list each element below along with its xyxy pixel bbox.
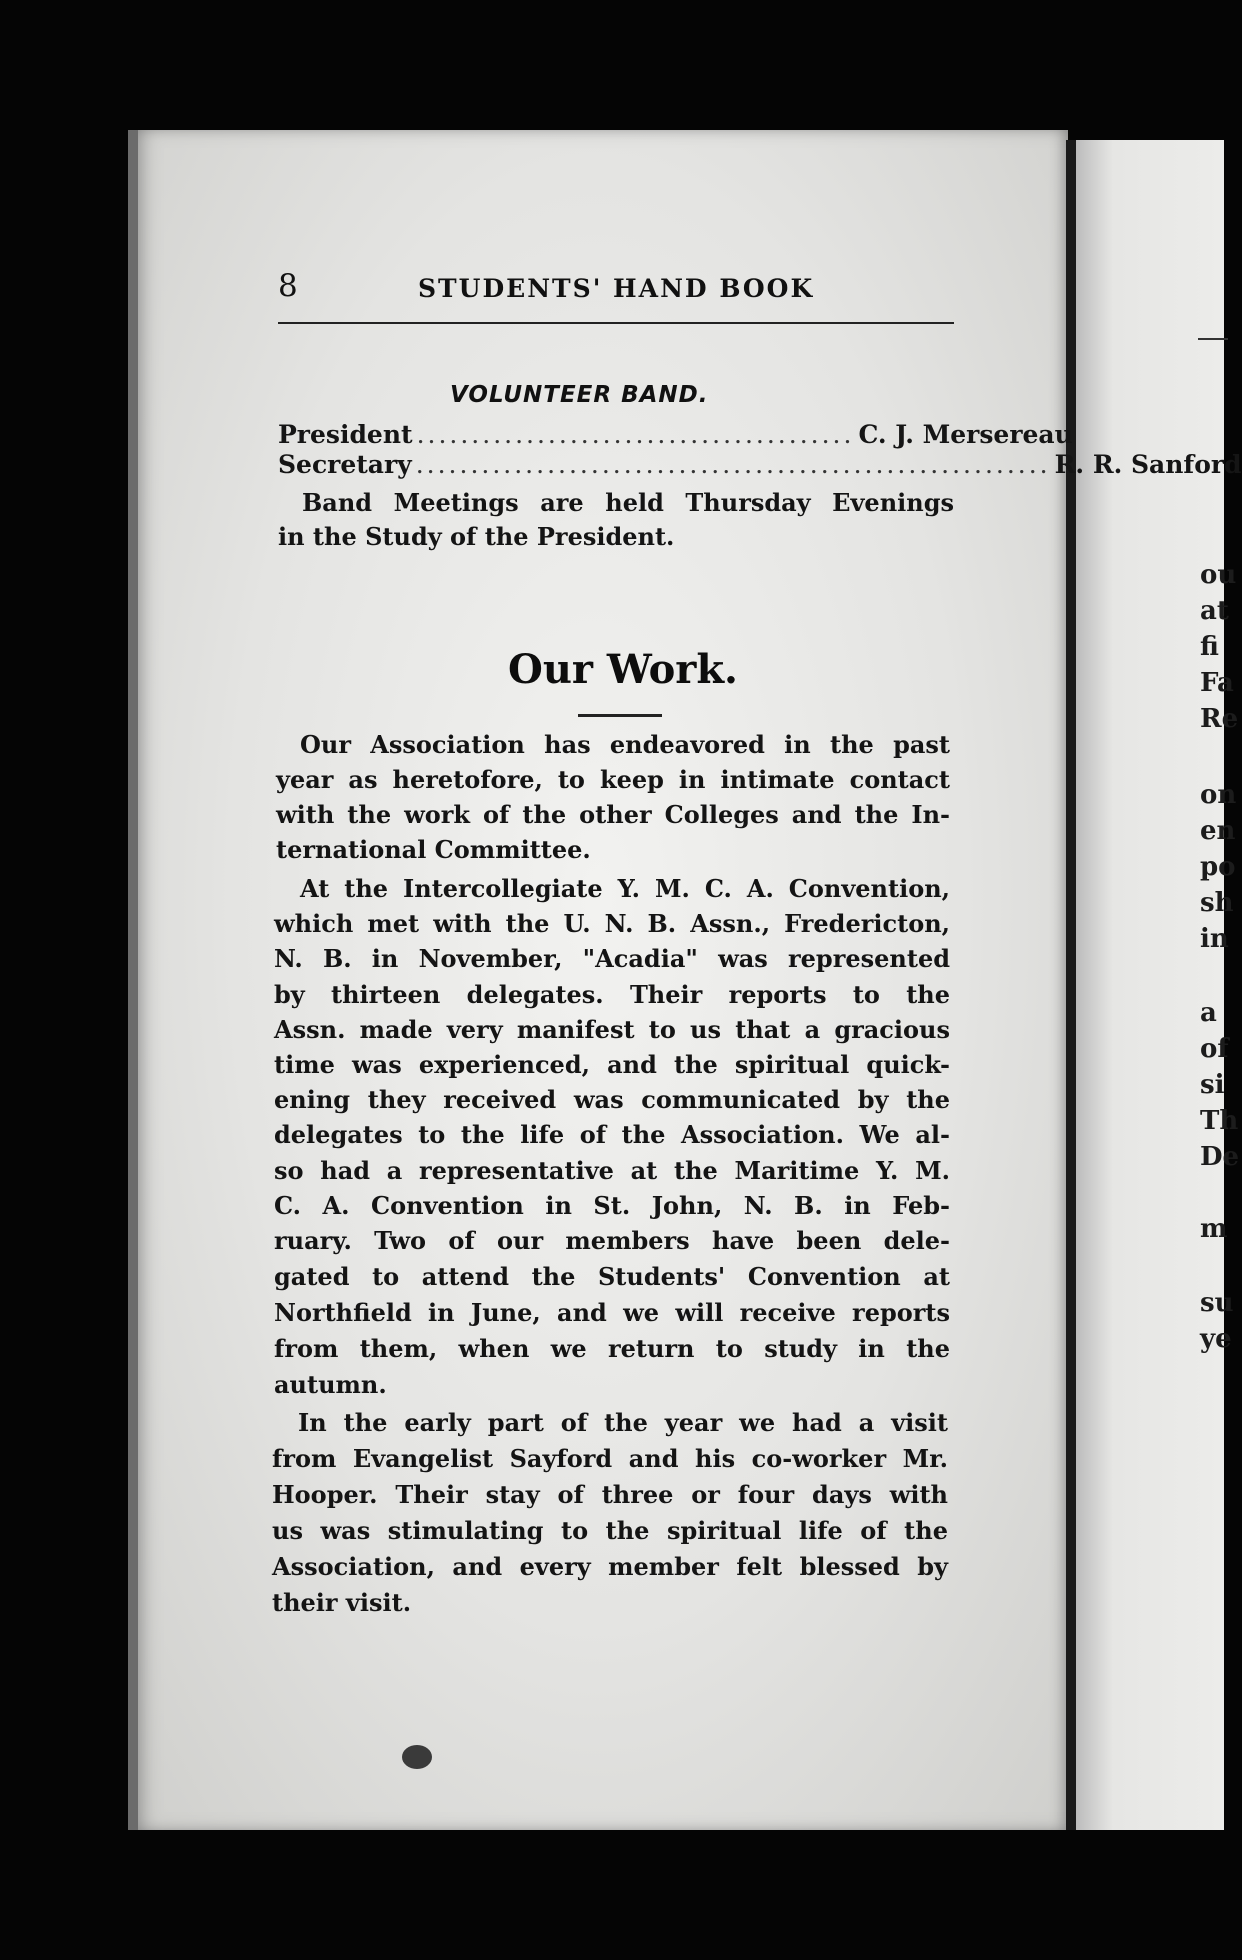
running-head: STUDENTS' HAND BOOK [418, 274, 815, 303]
facing-page-fragment: ou [1200, 560, 1237, 590]
body-line: N. B. in November, "Acadia" was represented [274, 944, 950, 973]
facing-page-fragment: su [1200, 1288, 1234, 1318]
body-line: from Evangelist Sayford and his co-worker Mr. [272, 1444, 948, 1473]
officer-name: C. J. Mersereau [858, 420, 1073, 449]
body-line: their visit. [272, 1588, 412, 1617]
ink-blot [402, 1745, 432, 1769]
body-line: by thirteen delegates. Their reports to the [274, 980, 950, 1009]
body-line: C. A. Convention in St. John, N. B. in Feb- [274, 1191, 950, 1220]
facing-page-fragment: si [1200, 1070, 1225, 1100]
body-line: autumn. [274, 1370, 387, 1399]
band-note-line: in the Study of the President. [278, 522, 675, 551]
facing-page-fragment: Fa [1200, 668, 1234, 698]
facing-page-edge [1076, 140, 1240, 1830]
body-line: year as heretofore, to keep in intimate contact [276, 765, 950, 794]
facing-page-fragment: on [1200, 780, 1237, 810]
facing-page-fragment: at [1200, 596, 1229, 626]
body-line: ening they received was communicated by the [274, 1085, 950, 1114]
title-rule [578, 714, 662, 717]
facing-page-fragment: m [1200, 1214, 1228, 1244]
body-line: Assn. made very manifest to us that a gracious [274, 1015, 950, 1044]
body-line: Our Association has endeavored in the past [300, 730, 950, 759]
band-note-line: Band Meetings are held Thursday Evenings [302, 488, 954, 517]
body-line: gated to attend the Students' Convention at [274, 1262, 950, 1291]
facing-page-fragment: en [1200, 816, 1236, 846]
facing-page-fragment: ye [1200, 1324, 1232, 1354]
header-rule [278, 322, 954, 324]
body-line: us was stimulating to the spiritual life of the [272, 1516, 948, 1545]
body-line: Association, and every member felt blessed by [272, 1552, 948, 1581]
body-line: delegates to the life of the Association. We al- [274, 1120, 950, 1149]
facing-page-fragment: fi [1200, 632, 1219, 662]
leader-dots: .......................................................... [415, 450, 1051, 479]
body-line: ruary. Two of our members have been dele- [274, 1226, 950, 1255]
officer-row-secretary [278, 450, 1242, 480]
facing-page-rule [1198, 338, 1228, 340]
page-number: 8 [278, 268, 298, 304]
page-header [278, 268, 954, 316]
facing-page-fragment: Th [1200, 1106, 1239, 1136]
page-edge-shadow [128, 130, 138, 1830]
facing-page-fragment: Re [1200, 704, 1239, 734]
officer-role: Secretary [278, 450, 412, 479]
body-line: In the early part of the year we had a visit [298, 1408, 948, 1437]
leader-dots: ........................................ [416, 420, 855, 449]
facing-page-fragment: De [1200, 1142, 1240, 1172]
body-line: Hooper. Their stay of three or four days with [272, 1480, 948, 1509]
body-line: Northfield in June, and we will receive reports [274, 1298, 950, 1327]
facing-page-fragment: of [1200, 1034, 1229, 1064]
body-line: so had a representative at the Maritime Y. M. [274, 1156, 950, 1185]
facing-page-fragment: po [1200, 852, 1236, 882]
body-line: from them, when we return to study in the [274, 1334, 950, 1363]
body-line: with the work of the other Colleges and the In- [276, 800, 950, 829]
body-line: At the Intercollegiate Y. M. C. A. Convention, [300, 874, 950, 903]
officer-row-president [278, 420, 1073, 450]
body-line: time was experienced, and the spiritual quick- [274, 1050, 950, 1079]
officer-name: R. R. Sanford [1054, 450, 1242, 479]
section-title-our-work: Our Work. [508, 646, 738, 693]
facing-page-fragment: sh [1200, 888, 1234, 918]
facing-page-fragment: in [1200, 924, 1229, 954]
book-gutter [1066, 140, 1076, 1830]
officer-role: President [278, 420, 413, 449]
body-line: ternational Committee. [276, 835, 591, 864]
facing-page-fragment: a [1200, 998, 1217, 1028]
volunteer-band-title: VOLUNTEER BAND. [450, 382, 709, 408]
body-line: which met with the U. N. B. Assn., Fredericton, [274, 909, 950, 938]
